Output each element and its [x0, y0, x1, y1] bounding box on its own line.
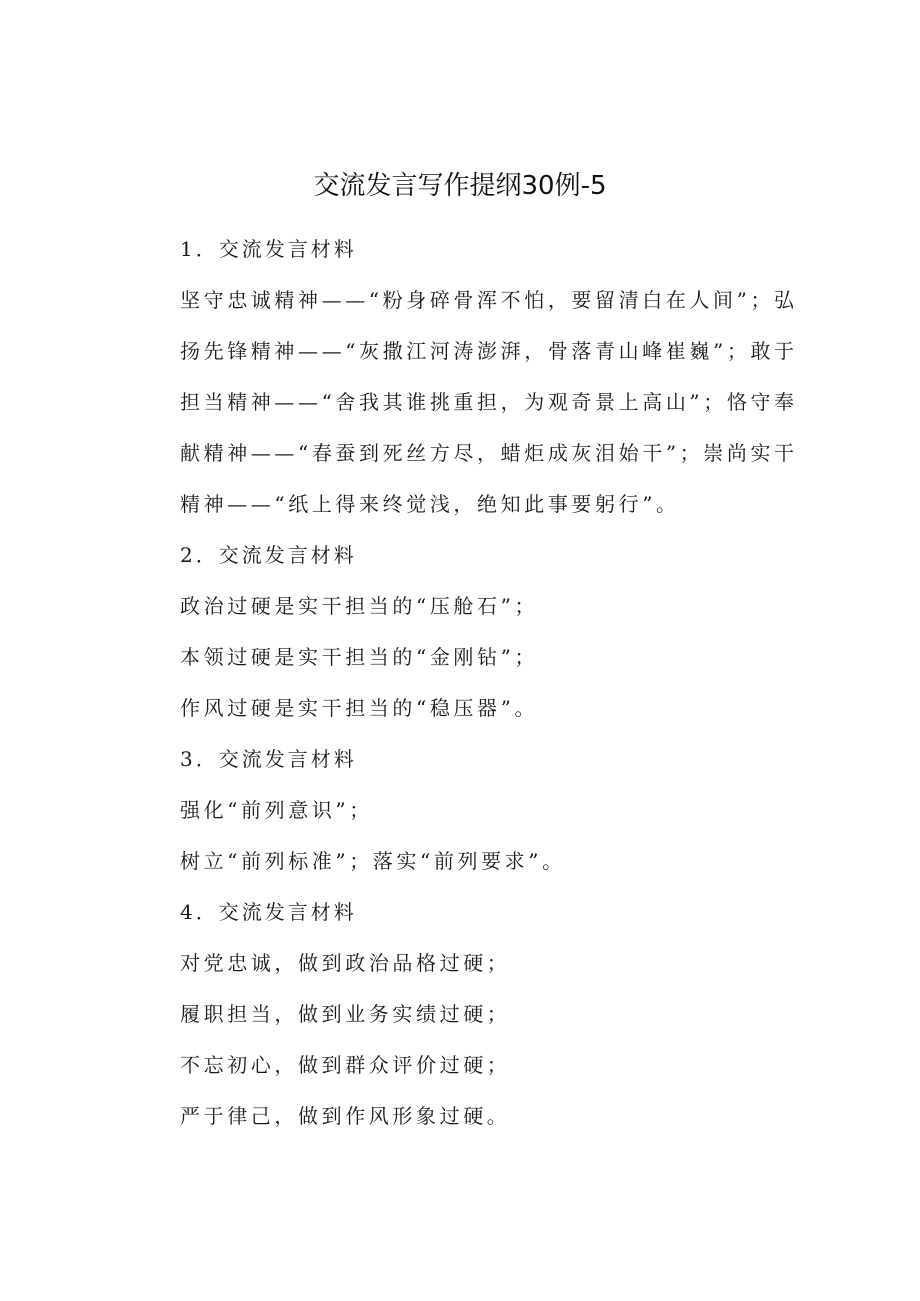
document-body	[180, 224, 800, 1142]
section-heading: 4．交流发言材料	[180, 900, 357, 924]
paragraph-line: 树立“前列标准”；落实“前列要求”。	[180, 849, 566, 873]
paragraph-line: 严于律己，做到作风形象过硬。	[180, 1104, 511, 1128]
paragraph-line: 本领过硬是实干担当的“金刚钻”；	[180, 645, 539, 669]
section-1	[180, 224, 800, 530]
section-heading: 2．交流发言材料	[180, 543, 357, 567]
section-2	[180, 530, 800, 734]
section-4	[180, 887, 800, 1142]
paragraph-line: 精神——“纸上得来终觉浅，绝知此事要躬行”。	[180, 492, 680, 516]
section-3	[180, 734, 800, 887]
document-title: 交流发言写作提纲30例-5	[313, 171, 607, 201]
paragraph-line: 献精神——“春蚕到死丝方尽，蜡炬成灰泪始干”；崇尚实干	[180, 441, 798, 465]
paragraph-line: 强化“前列意识”；	[180, 798, 373, 822]
paragraph-line: 扬先锋精神——“灰撒江河涛澎湃，骨落青山峰崔巍”；敢于	[180, 339, 798, 363]
paragraph-line: 担当精神——“舍我其谁挑重担，为观奇景上高山”；恪守奉	[180, 390, 798, 414]
paragraph-line: 履职担当，做到业务实绩过硬；	[180, 1002, 511, 1026]
paragraph-line: 作风过硬是实干担当的“稳压器”。	[180, 696, 539, 720]
paragraph-line: 坚守忠诚精神——“粉身碎骨浑不怕，要留清白在人间”；弘	[180, 288, 798, 312]
paragraph-line: 对党忠诚，做到政治品格过硬；	[180, 951, 511, 975]
section-heading: 3．交流发言材料	[180, 747, 357, 771]
paragraph-line: 不忘初心，做到群众评价过硬；	[180, 1053, 511, 1077]
section-heading: 1．交流发言材料	[180, 237, 357, 261]
paragraph-line: 政治过硬是实干担当的“压舱石”；	[180, 594, 539, 618]
